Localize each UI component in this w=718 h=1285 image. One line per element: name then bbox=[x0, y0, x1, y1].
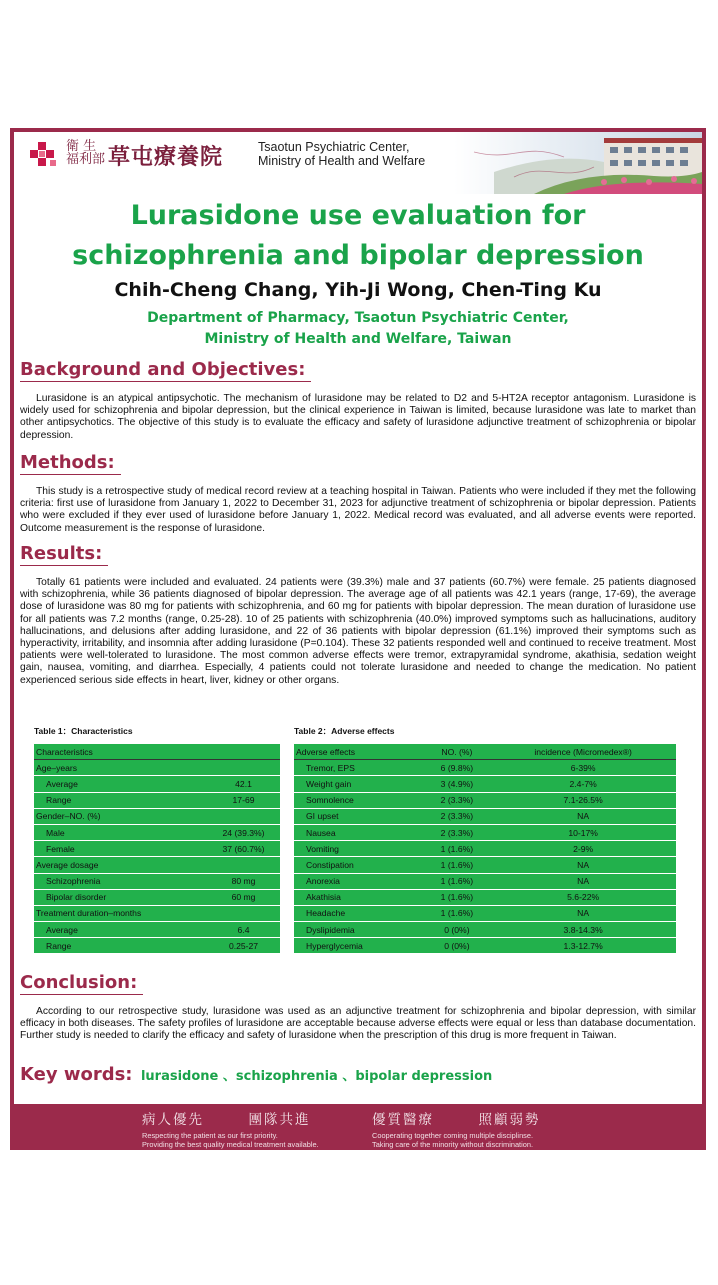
table2-cell: Dyslipidemia bbox=[294, 922, 424, 938]
hospital-zh-prefix-line2: 福利部 bbox=[66, 152, 106, 167]
table2-cell: 1 (1.6%) bbox=[424, 857, 491, 873]
table1-label-cell: Range bbox=[34, 792, 207, 808]
table2-cell: 2 (3.3%) bbox=[424, 792, 491, 808]
conclusion-heading: Conclusion: bbox=[20, 972, 143, 995]
table-row bbox=[294, 824, 676, 840]
table-row bbox=[34, 808, 280, 824]
hospital-zh-prefix bbox=[66, 140, 105, 166]
hospital-en-line1: Tsaotun Psychiatric Center, bbox=[258, 140, 410, 154]
table-row bbox=[34, 841, 280, 857]
table2-cell: NA bbox=[490, 808, 676, 824]
results-heading: Results: bbox=[20, 543, 108, 566]
table1-value-cell: 6.4 bbox=[207, 922, 280, 938]
table2-cell: 1.3-12.7% bbox=[490, 938, 676, 954]
table2-header-cell: incidence (Micromedex®) bbox=[490, 744, 676, 760]
keywords-label: Key words: bbox=[20, 1064, 133, 1085]
header bbox=[14, 132, 702, 194]
table-row bbox=[294, 776, 676, 792]
table1-label-cell: Schizophrenia bbox=[34, 873, 207, 889]
motto-quality-care: 優質醫療 bbox=[372, 1112, 434, 1128]
table1-label-cell: Age–years bbox=[34, 760, 207, 776]
table1-label-cell: Average bbox=[34, 922, 207, 938]
table2-cell: Akathisia bbox=[294, 889, 424, 905]
table2-cell: 1 (1.6%) bbox=[424, 905, 491, 921]
affiliation-line1: Department of Pharmacy, Tsaotun Psychiatric Center, bbox=[147, 310, 569, 326]
table2-cell: Tremor, EPS bbox=[294, 760, 424, 776]
table2-cell: NA bbox=[490, 873, 676, 889]
hospital-zh-name: 草屯療養院 bbox=[108, 145, 224, 170]
results-text: Totally 61 patients were included and evaluated. 24 patients were (39.3%) male and 37 patients (60.7%) were female. 25 patients diagnosed with schizophrenia, while 36 patients diagnosed of bipolar depression. The average age of all patients was 42.1 years (range, 17-69), the average dose of lurasidone was 80 mg for patients with schizophrenia, and 60 mg for patients with bipolar depression. The mean duration of lurasidone use for all patients was 7.2 months (range, 0.25-28). 10 of 25 patients with schizophrenia (40.0%) improved symptoms such as hallucinations, auditory hallucinations, and delusions after adding lurasidone, and 22 of 36 patients with bipolar depression (61.1%) improved their symptoms such as hyperactivity, irritability, and insomnia after adding lurasidone (P=0.104). These 32 patients responded well and continued to receive treatment. Most patients were well-tolerated to lurasidone. The most common adverse effects were tremor, extrapyramidal syndrome, akathisia, sedation weight gain, nausea, vomiting, and diarrhea. Especially, 4 patients could not tolerate lurasidone and needed to change the medication. No patient experienced serious side effects in heart, liver, kidney or other organs. bbox=[20, 577, 696, 686]
characteristics-table bbox=[34, 744, 280, 954]
table1-value-cell: 17-69 bbox=[207, 792, 280, 808]
methods-text: This study is a retrospective study of medical record review at a teaching hospital in Taiwan. Patients who were included if they met the following criteria: first use of lurasidone from January 1, 2022 to December 31, 2023 for adjunctive treatment of schizophrenia or bipolar depression. Patients who were excluded if they ever used of lurasidone before January 1, 2022. Medical record was evaluated, and all adverse events were reported. Outcome measurement is the response of lurasidone. bbox=[20, 486, 696, 534]
table-row bbox=[34, 760, 280, 776]
keywords-text: lurasidone 、schizophrenia 、bipolar depression bbox=[140, 1069, 493, 1084]
table2-header-cell: Adverse effects bbox=[294, 744, 424, 760]
poster-title bbox=[14, 196, 702, 276]
motto-care-minority: 照顧弱勢 bbox=[478, 1112, 541, 1128]
hospital-zh-prefix-line1: 衛 生 bbox=[66, 139, 97, 154]
table-row bbox=[294, 841, 676, 857]
table1-header-row bbox=[34, 744, 280, 760]
hospital-building-image bbox=[454, 132, 702, 194]
table-row bbox=[34, 824, 280, 840]
motto-patient-first: 病人優先 bbox=[142, 1112, 204, 1128]
table-row bbox=[294, 792, 676, 808]
table-row bbox=[294, 938, 676, 954]
footer-right-en-1: Cooperating together coming multiple disciplinse. bbox=[372, 1131, 534, 1140]
footer-right-en-2: Taking care of the minority without discrimination. bbox=[372, 1140, 534, 1149]
table-row bbox=[294, 922, 676, 938]
table1-label-cell: Average dosage bbox=[34, 857, 207, 873]
footer bbox=[10, 1104, 706, 1150]
table1-value-cell: 42.1 bbox=[207, 776, 280, 792]
table1-value-cell: 60 mg bbox=[207, 889, 280, 905]
table2-cell: NA bbox=[490, 905, 676, 921]
background-text: Lurasidone is an atypical antipsychotic. The mechanism of lurasidone may be related to D2 and 5-HT2A receptor antagonism. Lurasidone is widely used for schizophrenia and bipolar depression, but the clinical experience in Taiwan is limited, because lurasidone was late to market than other antipsychotics. The objective of this study is to evaluate the efficacy and safety of lurasidone adjunctive treatment of schizophrenia or bipolar depression. bbox=[20, 393, 696, 441]
table1-value-cell bbox=[207, 905, 280, 921]
table1-label-cell: Range bbox=[34, 938, 207, 954]
methods-heading: Methods: bbox=[20, 452, 121, 475]
table2-cell: 1 (1.6%) bbox=[424, 841, 491, 857]
keywords bbox=[20, 1064, 492, 1085]
background-heading: Background and Objectives: bbox=[20, 359, 311, 382]
table2-cell: 7.1-26.5% bbox=[490, 792, 676, 808]
table-row bbox=[294, 905, 676, 921]
table-row bbox=[294, 808, 676, 824]
table1-value-cell bbox=[207, 857, 280, 873]
table2-cell: Weight gain bbox=[294, 776, 424, 792]
table2-cell: Somnolence bbox=[294, 792, 424, 808]
poster-frame bbox=[10, 128, 706, 1150]
table1-header-cell bbox=[207, 744, 280, 760]
footer-left-en-1: Respecting the patient as our first priority. bbox=[142, 1131, 278, 1140]
table-row bbox=[34, 922, 280, 938]
table-row bbox=[34, 792, 280, 808]
table1-caption: Table 1：Characteristics bbox=[34, 726, 133, 736]
poster-body bbox=[14, 132, 702, 1104]
motto-teamwork: 團隊共進 bbox=[248, 1112, 311, 1128]
affiliation-line2: Ministry of Health and Welfare, Taiwan bbox=[204, 331, 512, 347]
table2-cell: 2.4-7% bbox=[490, 776, 676, 792]
table2-cell: 6-39% bbox=[490, 760, 676, 776]
table1-label-cell: Male bbox=[34, 824, 207, 840]
table2-cell: 2 (3.3%) bbox=[424, 824, 491, 840]
table2-cell: 1 (1.6%) bbox=[424, 889, 491, 905]
table-row bbox=[34, 889, 280, 905]
table1-label-cell: Bipolar disorder bbox=[34, 889, 207, 905]
table-row bbox=[294, 760, 676, 776]
table2-header-cell: NO. (%) bbox=[424, 744, 491, 760]
hospital-en-name bbox=[258, 140, 425, 168]
table1-label-cell: Female bbox=[34, 841, 207, 857]
table2-cell: 2 (3.3%) bbox=[424, 808, 491, 824]
table2-cell: Headache bbox=[294, 905, 424, 921]
table1-label-cell: Gender–NO. (%) bbox=[34, 808, 207, 824]
table-row bbox=[34, 905, 280, 921]
affiliation bbox=[14, 308, 702, 350]
footer-left bbox=[142, 1108, 319, 1149]
table-row bbox=[294, 857, 676, 873]
table2-cell: Hyperglycemia bbox=[294, 938, 424, 954]
table1-value-cell bbox=[207, 760, 280, 776]
table2-cell: 0 (0%) bbox=[424, 938, 491, 954]
table-row bbox=[34, 776, 280, 792]
table-row bbox=[34, 857, 280, 873]
table2-cell: 0 (0%) bbox=[424, 922, 491, 938]
footer-right bbox=[372, 1108, 540, 1149]
table2-cell: 6 (9.8%) bbox=[424, 760, 491, 776]
table2-cell: 3.8-14.3% bbox=[490, 922, 676, 938]
table1-header-cell: Characteristics bbox=[34, 744, 207, 760]
poster-title-line2: schizophrenia and bipolar depression bbox=[72, 240, 644, 271]
table2-cell: 5.6-22% bbox=[490, 889, 676, 905]
table1-value-cell: 24 (39.3%) bbox=[207, 824, 280, 840]
footer-left-en-2: Providing the best quality medical treatment available. bbox=[142, 1140, 319, 1149]
table1-value-cell: 37 (60.7%) bbox=[207, 841, 280, 857]
table2-caption: Table 2：Adverse effects bbox=[294, 726, 395, 736]
table1-value-cell: 80 mg bbox=[207, 873, 280, 889]
table2-cell: 10-17% bbox=[490, 824, 676, 840]
hospital-logo-icon bbox=[26, 140, 62, 172]
table2-header-row bbox=[294, 744, 676, 760]
table2-cell: NA bbox=[490, 857, 676, 873]
table2-cell: GI upset bbox=[294, 808, 424, 824]
table-row bbox=[34, 938, 280, 954]
hospital-en-line2: Ministry of Health and Welfare bbox=[258, 154, 426, 168]
authors: Chih-Cheng Chang, Yih-Ji Wong, Chen-Ting Ku bbox=[114, 279, 602, 301]
table-row bbox=[34, 873, 280, 889]
conclusion-text: According to our retrospective study, lurasidone was used as an adjunctive treatment for schizophrenia and bipolar depression, with similar efficacy in both diseases. The safety profiles of lurasidone are acceptable because adverse effects were equal or less than database documentation. Further study is needed to clarify the efficacy and safety of lurasidone when the prescription of this drug is more frequent in Taiwan. bbox=[20, 1006, 697, 1042]
table2-cell: Anorexia bbox=[294, 873, 424, 889]
poster-title-line1: Lurasidone use evaluation for bbox=[130, 200, 586, 231]
adverse-effects-table bbox=[294, 744, 676, 954]
table2-cell: Constipation bbox=[294, 857, 424, 873]
table2-cell: 3 (4.9%) bbox=[424, 776, 491, 792]
table-row bbox=[294, 889, 676, 905]
table1-label-cell: Treatment duration–months bbox=[34, 905, 207, 921]
table2-cell: 1 (1.6%) bbox=[424, 873, 491, 889]
table2-cell: Vomiting bbox=[294, 841, 424, 857]
table1-value-cell: 0.25-27 bbox=[207, 938, 280, 954]
table1-value-cell bbox=[207, 808, 280, 824]
table-row bbox=[294, 873, 676, 889]
table2-cell: Nausea bbox=[294, 824, 424, 840]
table2-cell: 2-9% bbox=[490, 841, 676, 857]
table1-label-cell: Average bbox=[34, 776, 207, 792]
